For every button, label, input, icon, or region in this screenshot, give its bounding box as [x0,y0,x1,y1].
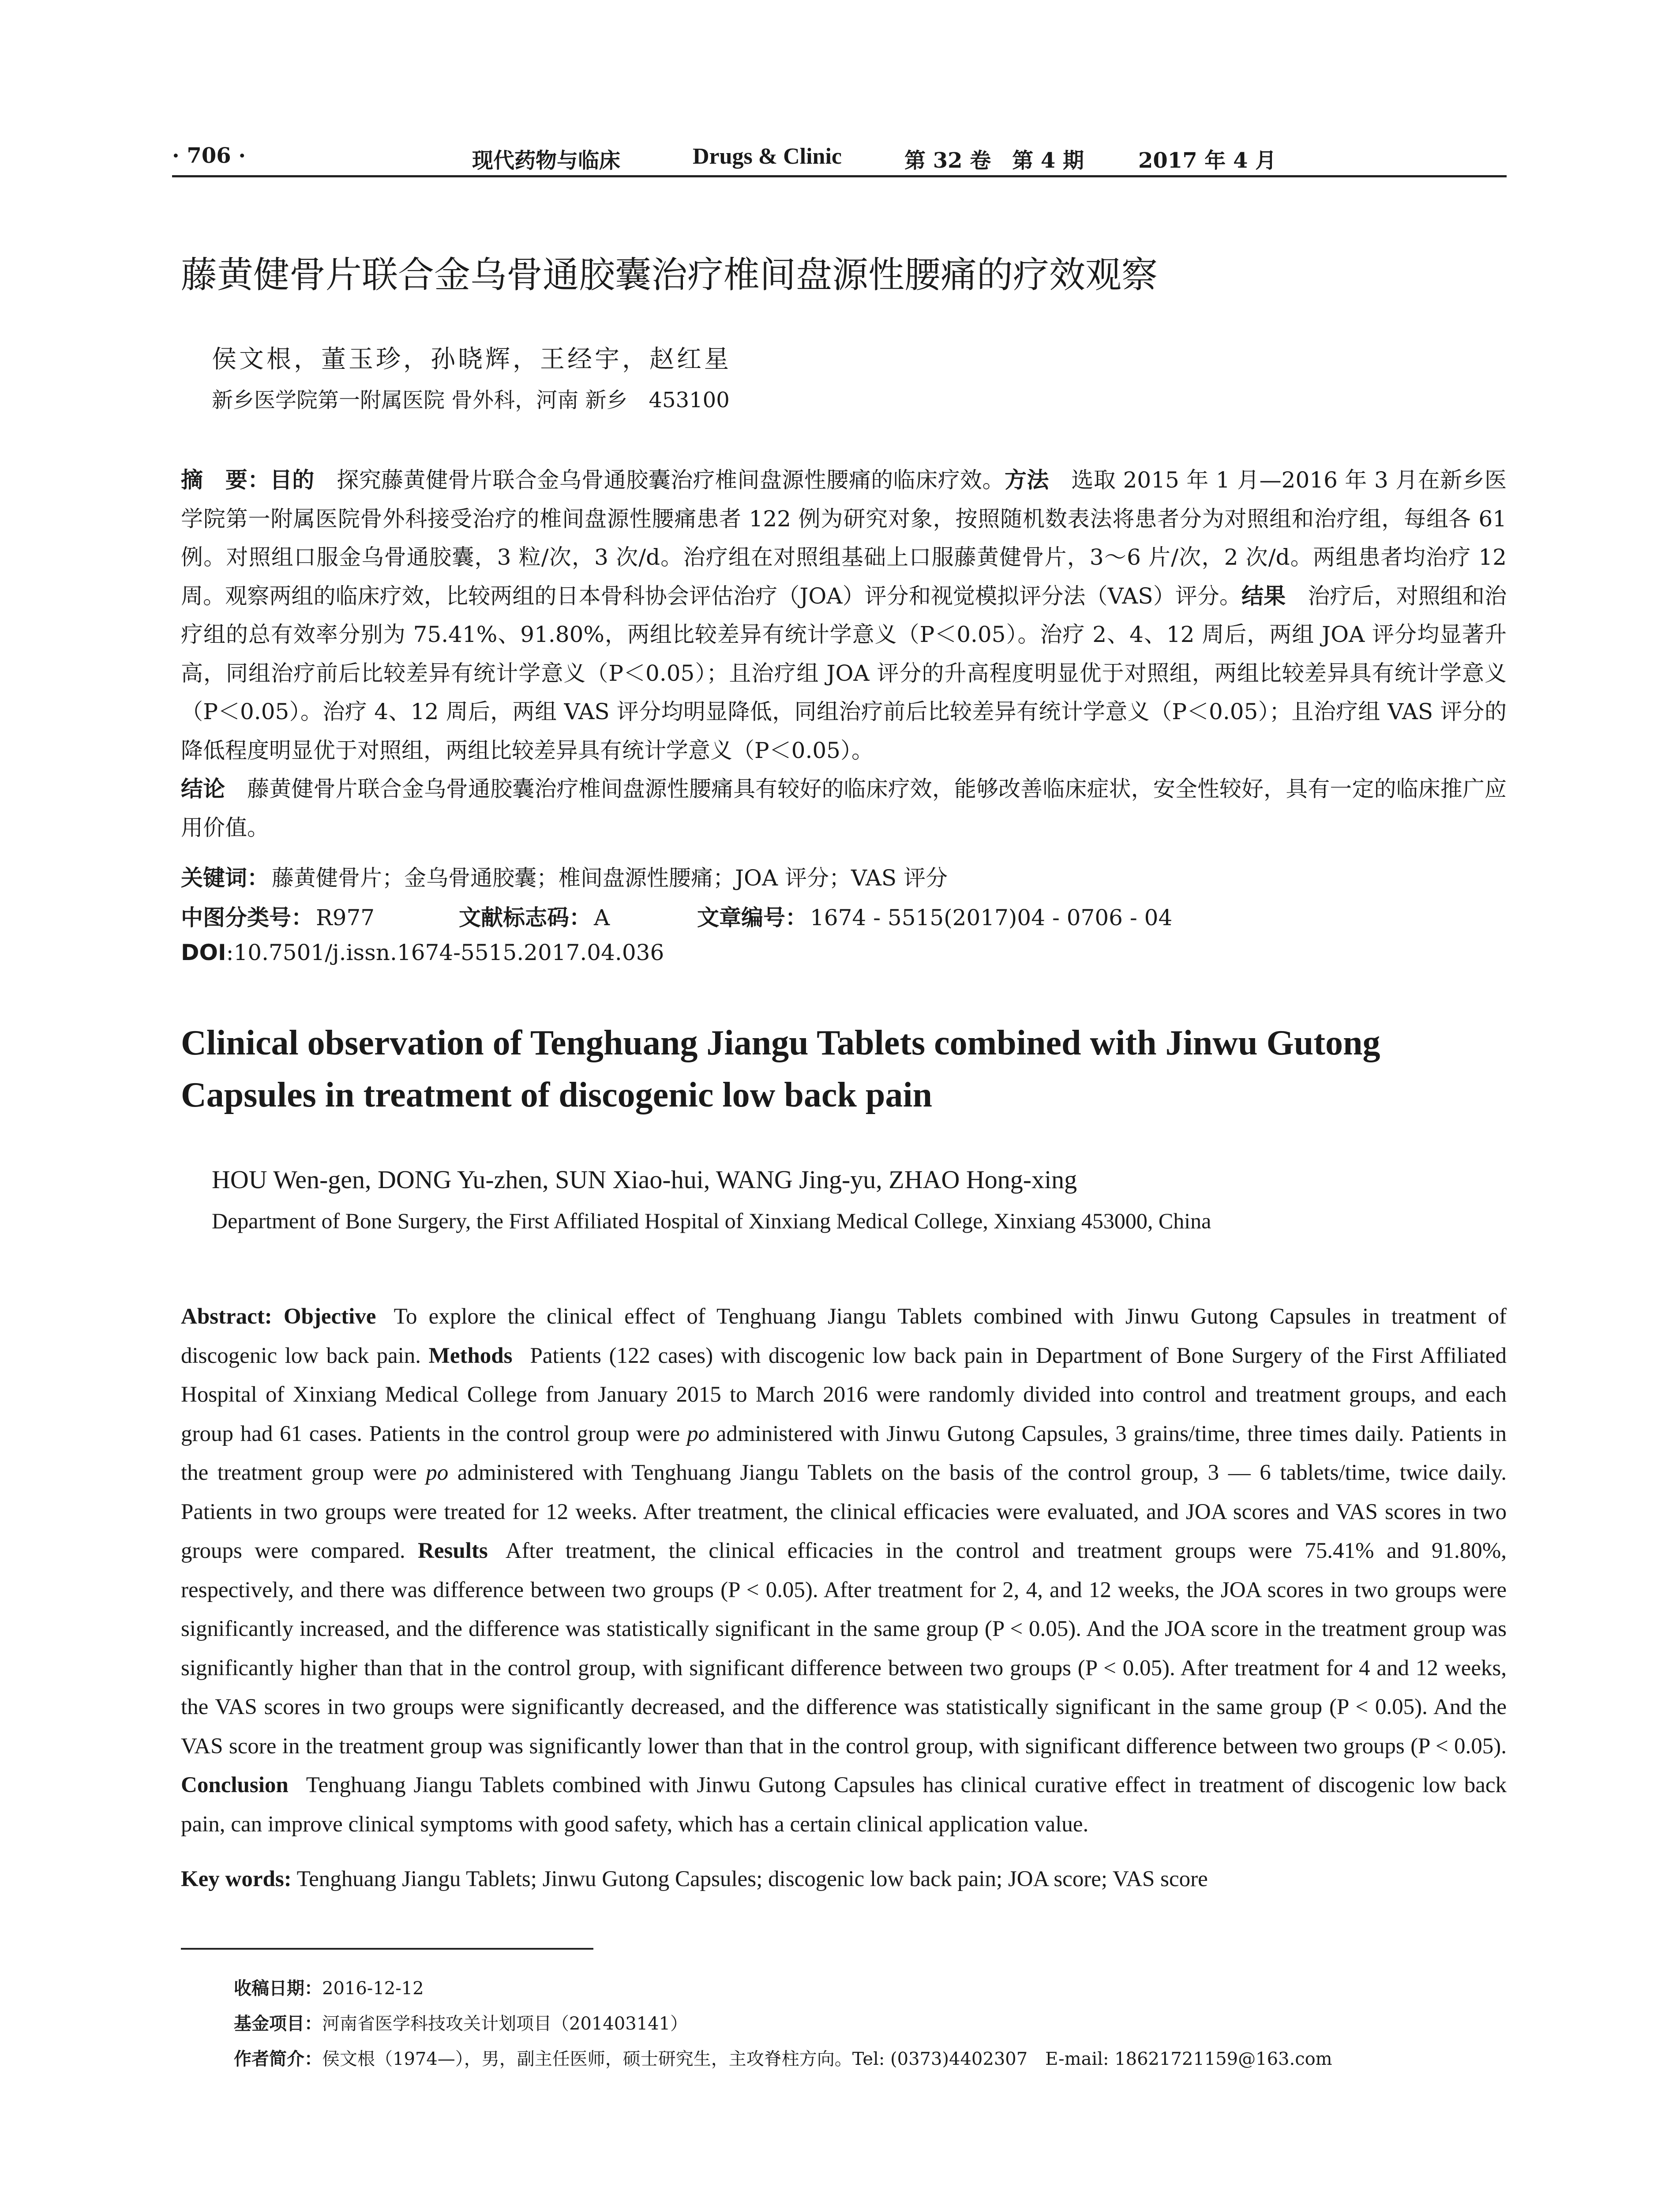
fund-text: 河南省医学科技攻关计划项目（201403141） [322,2014,688,2034]
results-text-en: After treatment, the clinical efficacies in the control and treatment groups were 75.41% and 91.80%, respectively, and there was difference between two groups (P < 0.05). After treatment for 2, 4, and 12 weeks, the JOA scores in two groups were significantly increased, and the difference was statistically significant in the same group (P < 0.05). And the JOA score in the treatment group was significantly higher than that in the control group, with significant difference between two groups (P < 0.05). After treatment for 4 and 12 weeks, the VAS scores in two groups were significantly decreased, and the difference was statistically significant in the same group (P < 0.05). And the VAS score in the treatment group was significantly lower than that in the control group, with significant difference between two groups (P < 0.05). [181,1538,1507,1759]
header-rule [172,175,1507,177]
article-number-line [697,900,1172,932]
clc-label: 中图分类号： [181,905,313,930]
doi-label: DOI [181,940,226,965]
page-number: · 706 · [172,143,246,168]
footnote-received [234,1974,424,2000]
abstract-label-en: Abstract: Objective [181,1304,376,1329]
objective-label-cn: 目的 [270,467,315,493]
journal-date: 2017 年 4 月 [1138,148,1277,173]
doc-code-line [459,900,610,932]
affiliation-en: Department of Bone Surgery, the First Affiliated Hospital of Xinxiang Medical College, Xinxiang 453000, China [212,1208,1211,1233]
footnote-author [234,2045,1332,2070]
article-number-value: 1674 - 5515(2017)04 - 0706 - 04 [810,905,1173,930]
keywords-text-en: Tenghuang Jiangu Tablets; Jinwu Gutong Capsules; discogenic low back pain; JOA score; VAS score [296,1867,1208,1891]
authors-cn: 侯文根，董玉珍，孙晓辉，王经宇，赵红星 [212,345,731,374]
footnote-fund [234,2010,688,2035]
authors-en: HOU Wen-gen, DONG Yu-zhen, SUN Xiao-hui, WANG Jing-yu, ZHAO Hong-xing [212,1165,1077,1194]
footnote-rule [181,1948,593,1950]
results-text-cn: 治疗后，对照组和治疗组的总有效率分别为 75.41%、91.80%，两组比较差异有统计学意义（P＜0.05）。治疗 2、4、12 周后，两组 JOA 评分均显著升高，同组治疗前后比较差异有统计学意义（P＜0.05）；且治疗组 JOA 评分的升高程度明显优于对照组，两组比较差异具有统计学意义（P＜0.05）。治疗 4、12 周后，两组 VAS 评分均明显降低，同组治疗前后比较差异有统计学意义（P＜0.05）；且治疗组 VAS 评分的降低程度明显优于对照组，两组比较差异具有统计学意义（P＜0.05）。 [181,583,1507,763]
keywords-text-cn: 藤黄健骨片；金乌骨通胶囊；椎间盘源性腰痛；JOA 评分；VAS 评分 [272,865,948,891]
fund-label: 基金项目： [234,2014,322,2034]
doi-line [181,940,664,965]
article-title-en: Clinical observation of Tenghuang Jiangu Tablets combined with Jinwu Gutong Capsules in treatment of discogenic low back pain [181,1024,1380,1114]
received-date: 2016-12-12 [322,1978,424,1999]
journal-name-cn: 现代药物与临床 [472,148,621,173]
methods-text-en-2: administered with Jinwu Gutong Capsules, 3 grains/time, three times daily. Patients in the treatment group were [181,1421,1507,1485]
classification-line [181,900,375,932]
methods-text-en-1: Patients (122 cases) with discogenic low back pain in Department of Bone Surgery of the First Affiliated Hospital of Xinxiang Medical College from January 2015 to March 2016 were randomly divided into control and treatment groups, and each group had 61 cases. Patients in the control group were [181,1343,1507,1446]
results-label-en: Results [418,1538,488,1563]
author-bio-text: 侯文根（1974—），男，副主任医师，硕士研究生，主攻脊柱方向。Tel: (0373)4402307 E-mail: 18621721159@163.com [322,2049,1332,2069]
objective-text-cn: 探究藤黄健骨片联合金乌骨通胶囊治疗椎间盘源性腰痛的临床疗效。 [337,467,1005,493]
received-label: 收稿日期： [234,1978,322,1999]
doc-code-label: 文献标志码： [459,905,591,930]
author-bio-label: 作者简介： [234,2049,322,2069]
methods-label-cn: 方法 [1004,467,1049,493]
journal-name-en: Drugs & Clinic [693,144,842,169]
methods-text-en-3: administered with Tenghuang Jiangu Tablets on the basis of the control group, 3 — 6 tablets/time, twice daily. Patients in two groups were treated for 12 weeks. After treatment, the clinical efficacies were evaluated, and JOA scores and VAS scores in two groups were compared. [181,1460,1507,1563]
po-italic-2: po [426,1460,449,1485]
abstract-en [181,1297,1507,1844]
article-title-cn: 藤黄健骨片联合金乌骨通胶囊治疗椎间盘源性腰痛的疗效观察 [181,254,1158,296]
objective-text-en: To explore the clinical effect of Tenghuang Jiangu Tablets combined with Jinwu Gutong Capsules in treatment of discogenic low back pain. [181,1304,1507,1368]
keywords-en [181,1866,1208,1892]
conclusion-label-en: Conclusion [181,1773,289,1797]
conclusion-text-en: Tenghuang Jiangu Tablets combined with Jinwu Gutong Capsules has clinical curative effect in treatment of discogenic low back pain, can improve clinical symptoms with good safety, which has a certain clinical application value. [181,1773,1507,1837]
journal-issue: 第 32 卷 第 4 期 [904,148,1084,173]
keywords-label-en: Key words: [181,1867,292,1891]
doc-code-value: A [594,905,610,930]
conclusion-text-cn: 藤黄健骨片联合金乌骨通胶囊治疗椎间盘源性腰痛具有较好的临床疗效，能够改善临床症状，安全性较好，具有一定的临床推广应用价值。 [181,776,1507,840]
methods-text-cn: 选取 2015 年 1 月—2016 年 3 月在新乡医学院第一附属医院骨外科接受治疗的椎间盘源性腰痛患者 122 例为研究对象，按照随机数表法将患者分为对照组和治疗组，每组各 61 例。对照组口服金乌骨通胶囊，3 粒/次，3 次/d。治疗组在对照组基础上口服藤黄健骨片，3～6 片/次，2 次/d。两组患者均治疗 12 周。观察两组的临床疗效，比较两组的日本骨科协会评估治疗（JOA）评分和视觉模拟评分法（VAS）评分。 [181,467,1507,609]
affiliation-cn: 新乡医学院第一附属医院 骨外科，河南 新乡 453100 [212,388,730,413]
abstract-cn [181,461,1507,847]
po-italic-1: po [687,1421,710,1446]
article-number-label: 文章编号： [697,905,807,930]
clc-value: R977 [316,905,375,930]
keywords-cn [181,860,948,892]
running-header [172,139,1507,174]
conclusion-label-cn: 结论 [181,776,225,802]
methods-label-en: Methods [428,1343,513,1368]
doi-value: :10.7501/j.issn.1674-5515.2017.04.036 [226,940,664,965]
abstract-label-cn: 摘 要： [181,467,270,493]
keywords-label-cn: 关键词： [181,865,269,891]
results-label-cn: 结果 [1241,583,1286,609]
